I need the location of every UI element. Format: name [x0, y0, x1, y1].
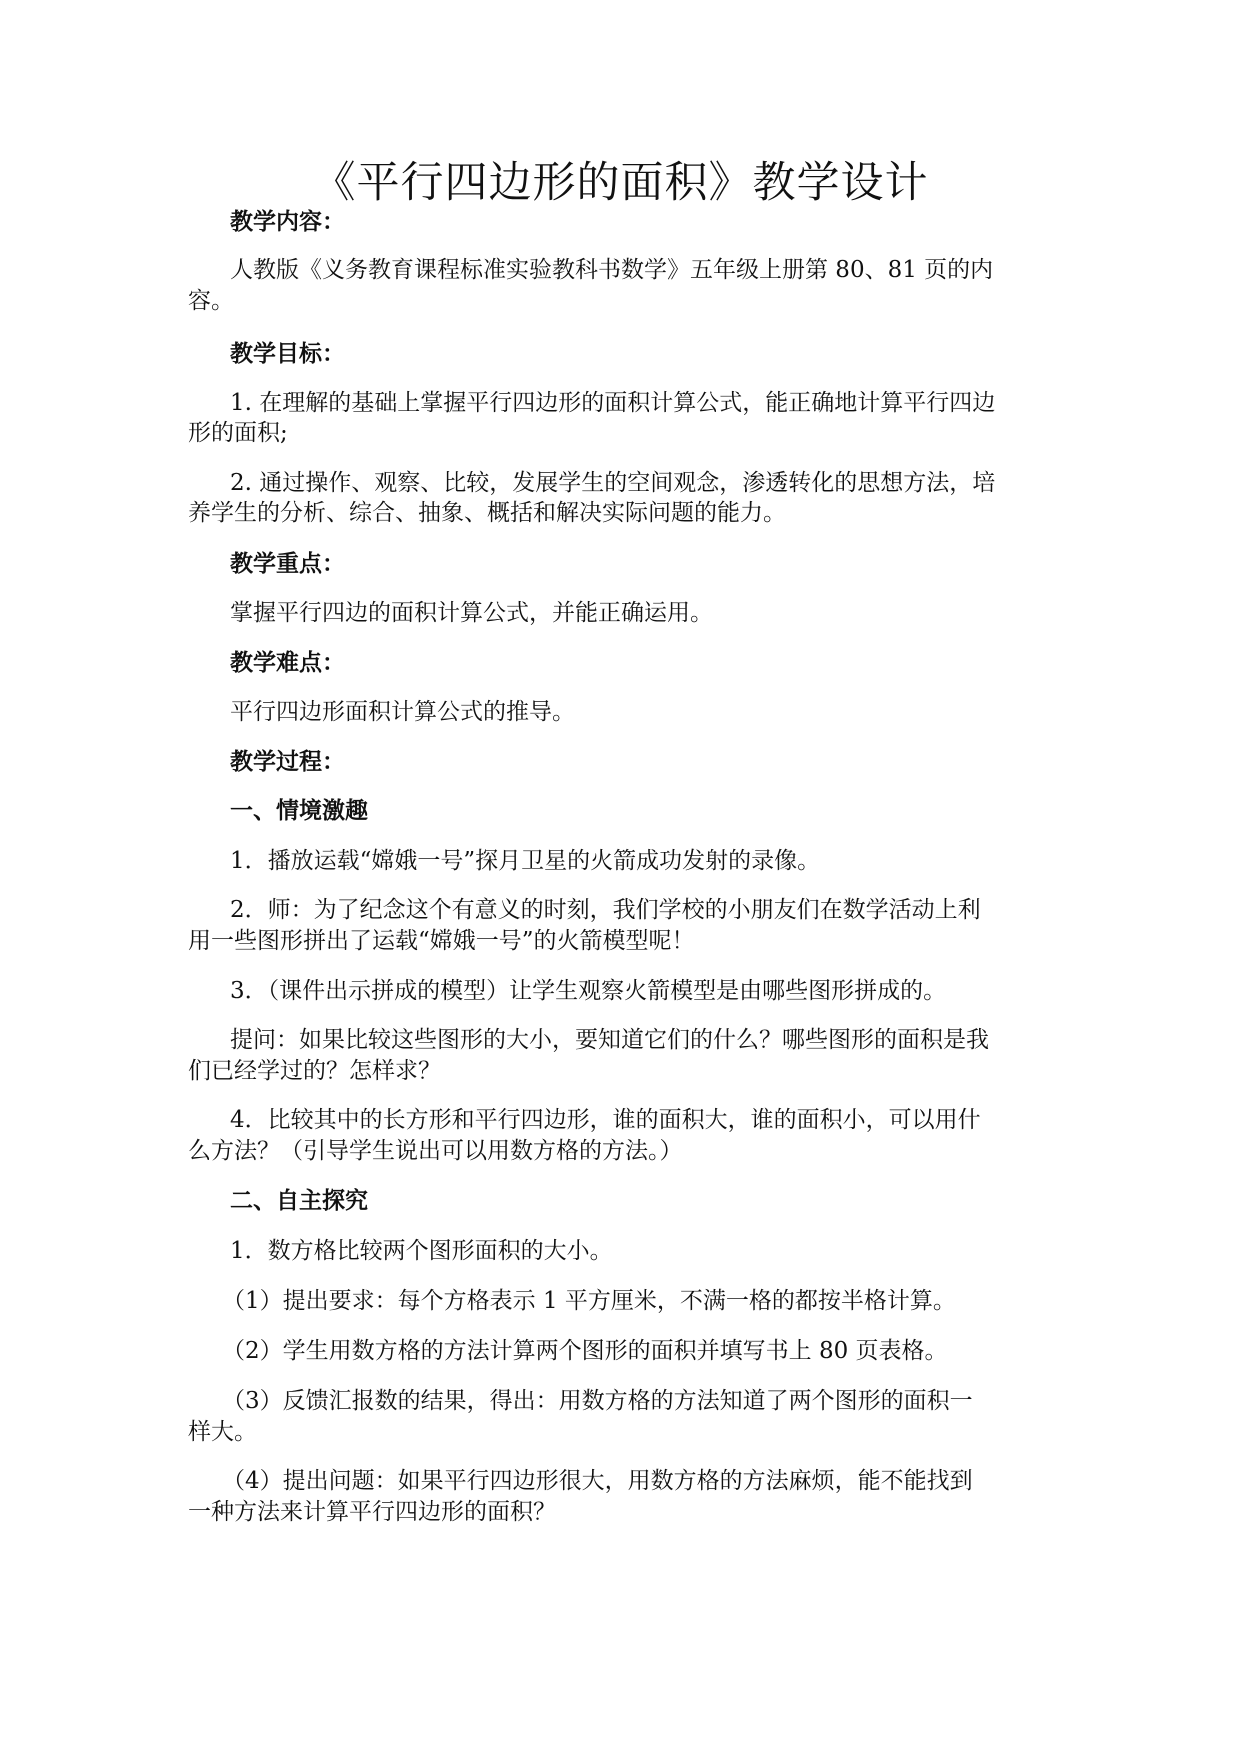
section-heading-1: 一、情境激趣 [230, 797, 368, 824]
heading-key-points: 教学重点： [230, 550, 345, 577]
paragraph-line: （4）提出问题：如果平行四边形很大，用数方格的方法麻烦，能不能找到 [222, 1468, 973, 1494]
heading-teaching-goals: 教学目标： [230, 340, 345, 367]
paragraph-line: 养学生的分析、综合、抽象、概括和解决实际问题的能力。 [188, 500, 786, 526]
paragraph-line: 用一些图形拼出了运载“嫦娥一号”的火箭模型呢！ [188, 928, 695, 954]
page-title: 《平行四边形的面积》教学设计 [312, 158, 929, 208]
paragraph-line: 1．播放运载“嫦娥一号”探月卫星的火箭成功发射的录像。 [230, 848, 821, 874]
paragraph-line: 1. 在理解的基础上掌握平行四边形的面积计算公式，能正确地计算平行四边 [230, 390, 996, 416]
paragraph-line: 2. 通过操作、观察、比较，发展学生的空间观念，渗透转化的思想方法，培 [230, 470, 996, 496]
paragraph-line: 形的面积; [188, 420, 288, 446]
paragraph-line: 容。 [188, 288, 234, 314]
heading-difficulties: 教学难点： [230, 649, 345, 676]
paragraph-line: 掌握平行四边的面积计算公式，并能正确运用。 [230, 600, 713, 626]
paragraph-line: 样大。 [188, 1419, 257, 1445]
paragraph-line: 提问：如果比较这些图形的大小，要知道它们的什么？哪些图形的面积是我 [230, 1027, 989, 1053]
paragraph-line: （1）提出要求：每个方格表示 1 平方厘米，不满一格的都按半格计算。 [222, 1288, 956, 1314]
paragraph-line: 么方法？（引导学生说出可以用数方格的方法。） [188, 1138, 683, 1164]
paragraph-line: 们已经学过的？怎样求？ [188, 1058, 441, 1084]
paragraph-line: 一种方法来计算平行四边形的面积？ [188, 1499, 556, 1525]
paragraph-line: 平行四边形面积计算公式的推导。 [230, 699, 575, 725]
paragraph-line: 人教版《义务教育课程标准实验教科书数学》五年级上册第 80、81 页的内 [230, 257, 994, 283]
paragraph-line: 1．数方格比较两个图形面积的大小。 [230, 1238, 613, 1264]
paragraph-line: （2）学生用数方格的方法计算两个图形的面积并填写书上 80 页表格。 [222, 1338, 948, 1364]
section-heading-2: 二、自主探究 [230, 1187, 368, 1214]
paragraph-line: 2．师：为了纪念这个有意义的时刻，我们学校的小朋友们在数学活动上利 [230, 897, 981, 923]
paragraph-line: 4．比较其中的长方形和平行四边形，谁的面积大，谁的面积小，可以用什 [230, 1107, 981, 1133]
paragraph-line: 3．（课件出示拼成的模型）让学生观察火箭模型是由哪些图形拼成的。 [230, 978, 947, 1004]
heading-teaching-process: 教学过程： [230, 748, 345, 775]
heading-teaching-content: 教学内容： [230, 208, 345, 235]
paragraph-line: （3）反馈汇报数的结果，得出：用数方格的方法知道了两个图形的面积一 [222, 1388, 973, 1414]
